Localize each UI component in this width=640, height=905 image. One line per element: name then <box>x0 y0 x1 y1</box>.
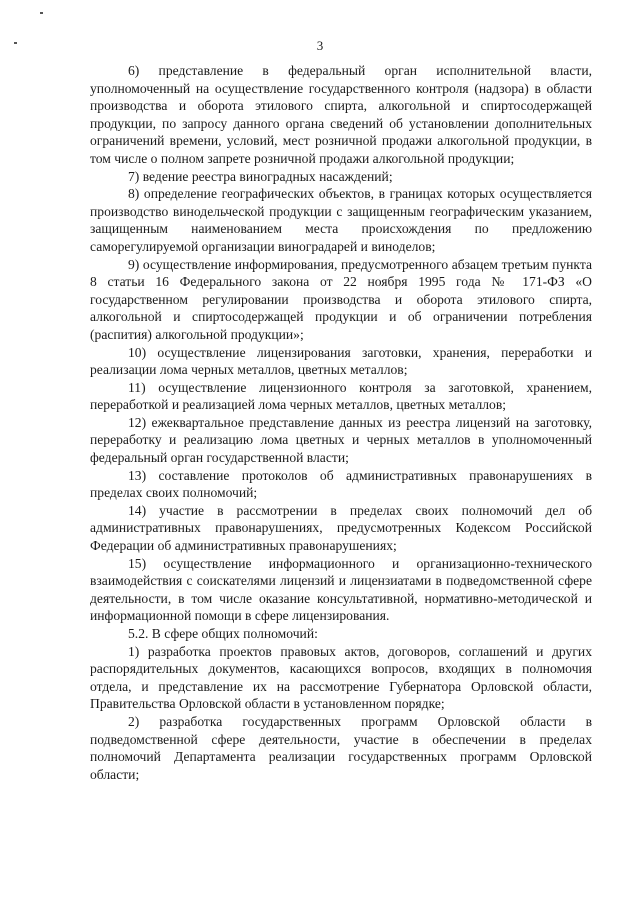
scan-mark <box>40 12 43 14</box>
paragraph: 9) осуществление информирования, предусмотренного абзацем третьим пункта 8 статьи 16 Федерального закона от 22 ноября 1995 года № 171-ФЗ «О государственном регулировании производства и оборота этилового спирта, алкогольной и спиртосодержащей продукции и об ограничении потребления (распития) алкогольной продукции»; <box>90 256 592 342</box>
section-heading: 5.2. В сфере общих полномочий: <box>128 626 318 641</box>
page-number: 3 <box>316 38 324 53</box>
paragraph: 8) определение географических объектов, в границах которых осуществляется производство винодельческой продукции с защищенным географическим указанием, защищенным наименованием места происхождения по предложению саморегулируемой организации виноградарей и виноделов; <box>90 186 592 254</box>
paragraph: 2) разработка государственных программ Орловской области в подведомственной сфере деятельности, участие в обеспечении в пределах полномочий Департамента реализации государственных программ Орловской области; <box>90 713 592 782</box>
paragraph: 7) ведение реестра виноградных насаждений; <box>128 168 393 184</box>
paragraph: 1) разработка проектов правовых актов, договоров, соглашений и других распорядительных документов, касающихся вопросов, входящих в полномочия отдела, и представление их на рассмотрение Губернатора Орловской области, Правительства Орловской области в установленном порядке; <box>90 643 592 712</box>
paragraph: 14) участие в рассмотрении в пределах своих полномочий дел об административных правонарушениях, предусмотренных Кодексом Российской Федерации об административных правонарушениях; <box>90 502 592 554</box>
paragraph: 12) ежеквартальное представление данных из реестра лицензий на заготовку, переработку и реализацию лома цветных и черных металлов в уполномоченный федеральный орган государственной власти; <box>90 414 592 466</box>
document-body <box>90 62 592 783</box>
paragraph: 15) осуществление информационного и организационно-технического взаимодействия с соискателями лицензий и лицензиатами в подведомственной сфере деятельности, в том числе оказание консультативной, нормативно-методической и информационной помощи в сфере лицензирования. <box>90 555 592 624</box>
paragraph: 6) представление в федеральный орган исполнительной власти, уполномоченный на осуществление государственного контроля (надзора) в области производства и оборота этилового спирта, алкогольной и спиртосодержащей продукции, по запросу данного органа сведений об установлении дополнительных ограничений времени, условий, мест розничной продажи алкогольной продукции, в том числе о полном запрете розничной продажи алкогольной продукции; <box>90 63 592 166</box>
paragraph: 13) составление протоколов об административных правонарушениях в пределах своих полномочий; <box>90 467 592 501</box>
paragraph: 10) осуществление лицензирования заготовки, хранения, переработки и реализации лома черных металлов, цветных металлов; <box>90 344 592 378</box>
paragraph: 11) осуществление лицензионного контроля за заготовкой, хранением, переработкой и реализацией лома черных металлов, цветных металлов; <box>90 379 592 413</box>
